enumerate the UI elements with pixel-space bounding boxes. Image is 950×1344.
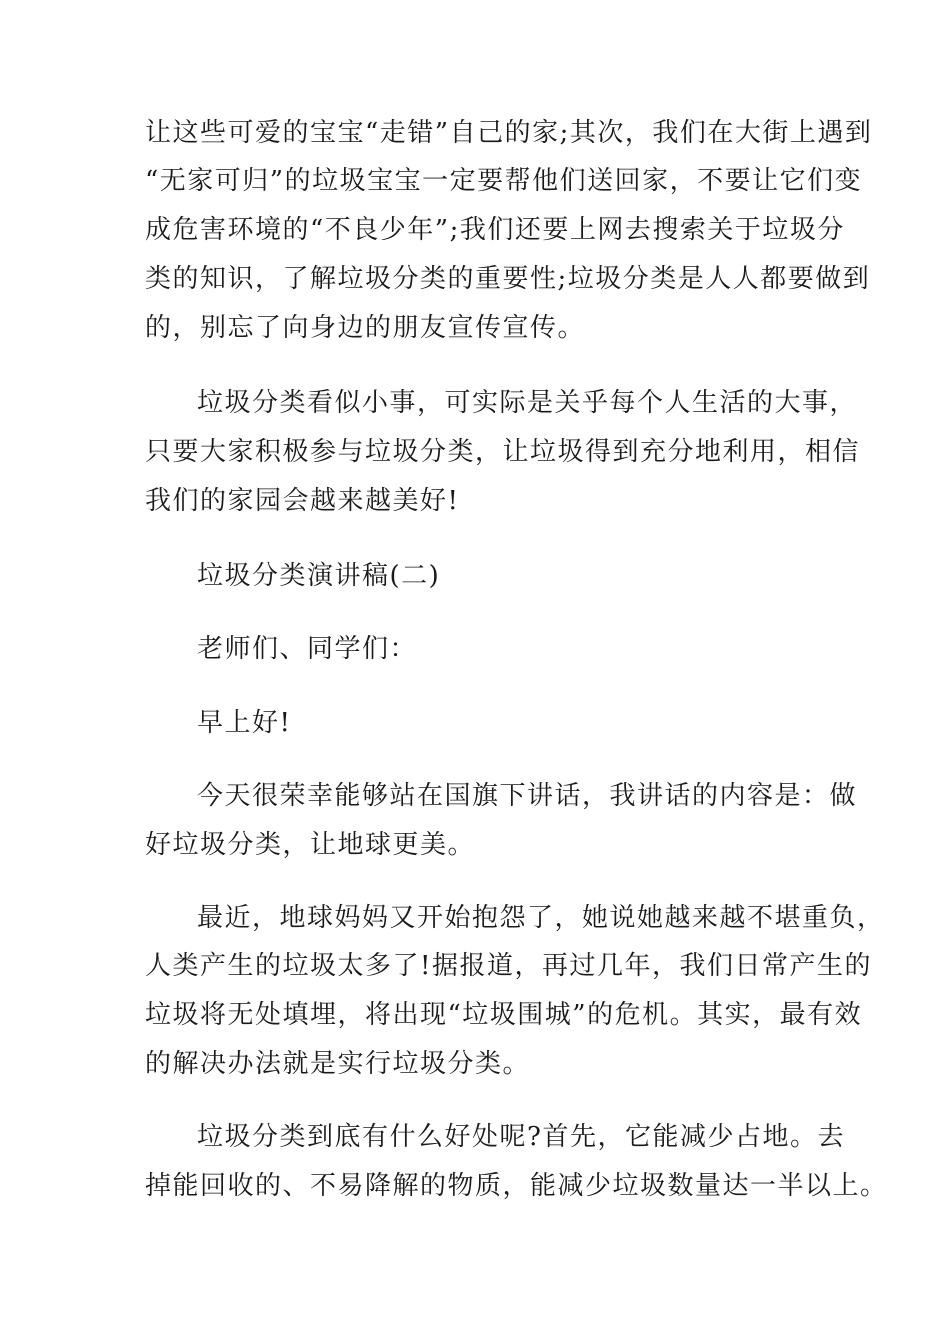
text-line: 掉能回收的、不易降解的物质，能减少垃圾数量达一半以上。	[145, 1171, 888, 1201]
section-heading: 垃圾分类演讲稿(二)	[197, 561, 441, 591]
salutation: 老师们、同学们：	[197, 634, 418, 664]
paragraph-first-line: 垃圾分类到底有什么好处呢?首先，它能减少占地。去	[197, 1122, 845, 1152]
text-line: 我们的家园会越来越美好!	[145, 486, 460, 516]
text-line: 成危害环境的“不良少年”;我们还要上网去搜索关于垃圾分	[145, 215, 845, 245]
paragraph-first-line: 最近，地球妈妈又开始抱怨了，她说她越来越不堪重负，	[197, 903, 885, 933]
text-line: 人类产生的垃圾太多了!据报道，再过几年，我们日常产生的	[145, 951, 872, 981]
greeting: 早上好!	[197, 708, 292, 738]
text-line: 让这些可爱的宝宝“走错”自己的家;其次，我们在大街上遇到	[145, 118, 873, 148]
text-line: 类的知识，了解垃圾分类的重要性;垃圾分类是人人都要做到	[145, 264, 871, 294]
text-line: 只要大家积极参与垃圾分类，让垃圾得到充分地利用，相信	[145, 437, 861, 467]
text-line: 的解决办法就是实行垃圾分类。	[145, 1049, 531, 1079]
text-line: 的，别忘了向身边的朋友宣传宣传。	[145, 313, 586, 343]
text-line: 垃圾将无处填埋，将出现“垃圾围城”的危机。其实，最有效	[145, 1000, 863, 1030]
text-line: 好垃圾分类，让地球更美。	[145, 830, 476, 860]
paragraph-first-line: 今天很荣幸能够站在国旗下讲话，我讲话的内容是：做	[197, 781, 858, 811]
text-line: “无家可归”的垃圾宝宝一定要帮他们送回家，不要让它们变	[145, 166, 863, 196]
paragraph-first-line: 垃圾分类看似小事，可实际是关乎每个人生活的大事，	[197, 388, 858, 418]
